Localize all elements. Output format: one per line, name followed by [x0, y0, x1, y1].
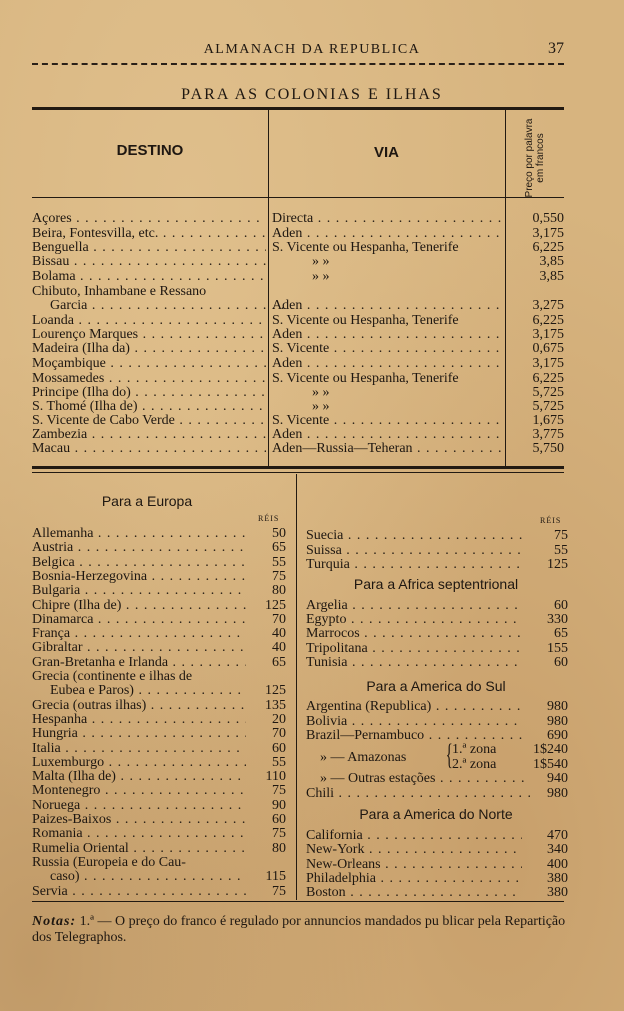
section-title: PARA AS COLONIAS E ILHAS: [181, 86, 443, 103]
europe-rate: 75: [272, 569, 286, 584]
colony-destination: Madeira (Ilha da) . . .: [32, 342, 266, 356]
rate-destination: Philadelphia . . .: [306, 872, 522, 886]
colony-destination: Principe (Ilha do) . . .: [32, 386, 266, 400]
europe-unit-label: RÉIS: [258, 514, 280, 523]
europe-country: Eubea e Paros) . . .: [50, 684, 246, 698]
colony-destination: Bolama . . .: [32, 270, 266, 284]
amazonas-value1: 1$240: [533, 742, 568, 757]
colony-via: Directa . . .: [272, 212, 504, 226]
europe-country: Malta (Ilha de) . . .: [32, 770, 246, 784]
rate-destination: New-Orleans . . .: [306, 858, 522, 872]
table-bottom-rule: [32, 466, 564, 469]
europe-rate: 70: [272, 612, 286, 627]
header-rule: [32, 63, 564, 65]
rate-value: 380: [547, 885, 568, 900]
europe-country: Chipre (Ilha de) . . .: [32, 599, 246, 613]
europe-rate: 65: [272, 655, 286, 670]
colony-via: S. Vicente . . .: [272, 342, 504, 356]
chili-label: Chili . . .: [306, 787, 530, 801]
colony-price: 5,725: [532, 385, 564, 400]
colony-price: 6,225: [532, 240, 564, 255]
rate-destination: New-York . . .: [306, 843, 522, 857]
europe-rate: 90: [272, 798, 286, 813]
europe-country: Hungria . . .: [32, 727, 246, 741]
colony-destination: Loanda . . .: [32, 314, 266, 328]
rate-destination: Suecia . . .: [306, 529, 522, 543]
europe-rate: 70: [272, 726, 286, 741]
colony-via: » »: [312, 386, 330, 400]
rate-value: 60: [554, 655, 568, 670]
colony-price: 5,750: [532, 441, 564, 456]
europe-country: Luxemburgo . . .: [32, 756, 246, 770]
europe-country: Italia . . .: [32, 742, 246, 756]
rate-value: 65: [554, 626, 568, 641]
table-header-rule: [32, 197, 564, 198]
notes-label: Notas:: [32, 914, 77, 929]
europe-rate: 40: [272, 640, 286, 655]
europe-country: Noruega . . .: [32, 799, 246, 813]
colony-via: Aden—Russia—Teheran . . .: [272, 442, 504, 456]
notes: [32, 914, 572, 946]
lower-column-divider: [296, 474, 297, 900]
colony-price: 3,275: [532, 298, 564, 313]
europe-country: Belgica . . .: [32, 556, 246, 570]
rate-destination: Brazil—Pernambuco . . .: [306, 729, 522, 743]
colony-destination: S. Thomé (Ilha de) . . .: [32, 400, 266, 414]
europe-rate: 75: [272, 884, 286, 899]
rate-value: 125: [547, 557, 568, 572]
rate-value: 155: [547, 641, 568, 656]
europe-country: Dinamarca . . .: [32, 613, 246, 627]
colony-destination: Beira, Fontesvilla, etc. . . .: [32, 227, 266, 241]
europe-country: Bosnia-Herzegovina . . .: [32, 570, 246, 584]
rate-destination: Tripolitana . . .: [306, 642, 522, 656]
rate-value: 980: [547, 699, 568, 714]
section-divider-rule: [32, 472, 564, 473]
europe-country: Bulgaria . . .: [32, 584, 246, 598]
colony-destination: Bissau . . .: [32, 255, 266, 269]
colony-destination: S. Vicente de Cabo Verde . . .: [32, 414, 266, 428]
chili-value: 980: [547, 786, 568, 801]
colony-via: Aden . . .: [272, 227, 504, 241]
price-header-line1: Preço por palavra: [524, 118, 535, 198]
rate-value: 690: [547, 728, 568, 743]
colony-price: 3,175: [532, 226, 564, 241]
europe-rate: 80: [272, 841, 286, 856]
colony-price: 3,85: [539, 254, 564, 269]
europe-country: Montenegro . . .: [32, 784, 246, 798]
brace-icon: {: [445, 738, 453, 771]
rate-destination: Egypto . . .: [306, 613, 522, 627]
amazonas-row: [306, 738, 568, 772]
europe-country: Servia . . .: [32, 885, 246, 899]
colony-price: 6,225: [532, 313, 564, 328]
column-header-via: VIA: [373, 144, 399, 161]
lower-bottom-rule: [32, 901, 564, 902]
colony-destination: Garcia . . .: [32, 299, 284, 313]
europe-country: Gran-Bretanha e Irlanda . . .: [32, 656, 246, 670]
europe-rate: 55: [272, 555, 286, 570]
colony-destination: Macau . . .: [32, 442, 266, 456]
rate-destination: Tunisia . . .: [306, 656, 522, 670]
europe-rate: 75: [272, 783, 286, 798]
amazonas-zone1: 1.ª zona: [452, 742, 497, 757]
south-america-title: Para a America do Sul: [366, 678, 506, 694]
table-top-rule: [32, 107, 564, 110]
europe-country: Grecia (continente e ilhas de: [32, 670, 193, 684]
colony-destination: Benguella . . .: [32, 241, 266, 255]
colony-via: » »: [312, 400, 330, 414]
rate-value: 55: [554, 543, 568, 558]
europe-rate: 75: [272, 826, 286, 841]
colony-via: Aden . . .: [272, 428, 504, 442]
colony-destination: Lourenço Marques . . .: [32, 328, 266, 342]
europe-rate: 80: [272, 583, 286, 598]
colony-via: Aden . . .: [272, 328, 504, 342]
europe-country: Paizes-Baixos . . .: [32, 813, 246, 827]
column-header-price: [505, 110, 564, 197]
europe-country: Rumelia Oriental . . .: [32, 842, 246, 856]
notes-text: 1.ª — O preço do franco é regulado por annuncios mandados pu blicar pela Repartição dos Telegraphos.: [32, 914, 566, 945]
north-america-title: Para a America do Norte: [359, 806, 513, 822]
colony-via: Aden . . .: [272, 299, 504, 313]
rate-value: 380: [547, 871, 568, 886]
rate-destination: Bolivia . . .: [306, 715, 522, 729]
rate-destination: Argelia . . .: [306, 599, 522, 613]
europe-rate: 20: [272, 712, 286, 727]
amazonas-zone2: 2.ª zona: [452, 757, 497, 772]
rate-value: 330: [547, 612, 568, 627]
europe-rate: 135: [265, 698, 286, 713]
europe-country: Grecia (outras ilhas) . . .: [32, 699, 246, 713]
outras-estacoes-value: 940: [547, 771, 568, 786]
colony-price: 3,175: [532, 327, 564, 342]
colony-via: S. Vicente ou Hespanha, Tenerife: [272, 241, 459, 255]
rate-destination: Suissa . . .: [306, 544, 522, 558]
colony-via: S. Vicente ou Hespanha, Tenerife: [272, 314, 459, 328]
europe-country: Russia (Europeia e do Cau-: [32, 856, 186, 870]
rate-value: 400: [547, 857, 568, 872]
outras-estacoes-label: » — Outras estações . . .: [306, 772, 530, 786]
right-unit-label: RÉIS: [540, 516, 562, 525]
colony-price: 5,725: [532, 399, 564, 414]
column-divider-via: [268, 110, 269, 466]
europe-rate: 125: [265, 598, 286, 613]
colony-destination: Zambezia . . .: [32, 428, 266, 442]
price-header-line2: em francos: [535, 133, 546, 183]
colony-price: 6,225: [532, 371, 564, 386]
amazonas-value2: 1$540: [533, 757, 568, 772]
colony-price: 3,175: [532, 356, 564, 371]
column-header-destino: DESTINO: [116, 142, 184, 159]
europe-rate: 115: [265, 869, 286, 884]
colony-destination: Açores . . .: [32, 212, 266, 226]
colony-destination: Mossamedes . . .: [32, 372, 266, 386]
europe-title: Para a Europa: [101, 493, 193, 509]
europe-country: Gibraltar . . .: [32, 641, 246, 655]
europe-rate: 40: [272, 626, 286, 641]
europe-country: França . . .: [32, 627, 246, 641]
europe-country: Hespanha . . .: [32, 713, 246, 727]
rate-destination: California . . .: [306, 829, 522, 843]
europe-country: caso) . . .: [50, 870, 246, 884]
colony-via: Aden . . .: [272, 357, 504, 371]
colony-price: 3,85: [539, 269, 564, 284]
rate-value: 60: [554, 598, 568, 613]
rate-value: 75: [554, 528, 568, 543]
rate-destination: Argentina (Republica) . . .: [306, 700, 522, 714]
colony-via: » »: [312, 270, 330, 284]
europe-country: Austria . . .: [32, 541, 246, 555]
colony-price: 3,775: [532, 427, 564, 442]
rate-value: 980: [547, 714, 568, 729]
colony-price: 1,675: [532, 413, 564, 428]
europe-rate: 60: [272, 812, 286, 827]
europe-rate: 55: [272, 755, 286, 770]
price-header-text: [524, 98, 546, 218]
colony-price: 0,675: [532, 341, 564, 356]
europe-rate: 65: [272, 540, 286, 555]
page-header-title: ALMANACH DA REPUBLICA: [203, 42, 421, 57]
africa-title: Para a Africa septentrional: [353, 576, 519, 592]
page-number: 37: [548, 40, 564, 57]
europe-rate: 110: [265, 769, 286, 784]
europe-rate: 125: [265, 683, 286, 698]
rate-value: 470: [547, 828, 568, 843]
rate-value: 340: [547, 842, 568, 857]
rate-destination: Turquia . . .: [306, 558, 522, 572]
rate-destination: Marrocos . . .: [306, 627, 522, 641]
europe-rate: 50: [272, 526, 286, 541]
europe-country: Romania . . .: [32, 827, 246, 841]
rate-destination: Boston . . .: [306, 886, 522, 900]
amazonas-label: » — Amazonas: [320, 750, 407, 765]
europe-country: Allemanha . . .: [32, 527, 246, 541]
colony-destination: Chibuto, Inhambane e Ressano: [32, 285, 207, 299]
colony-destination: Moçambique . . .: [32, 357, 266, 371]
europe-rate: 60: [272, 741, 286, 756]
colony-via: S. Vicente . . .: [272, 414, 504, 428]
colony-via: S. Vicente ou Hespanha, Tenerife: [272, 372, 459, 386]
colony-price: 0,550: [532, 211, 564, 226]
colony-via: » »: [312, 255, 330, 269]
